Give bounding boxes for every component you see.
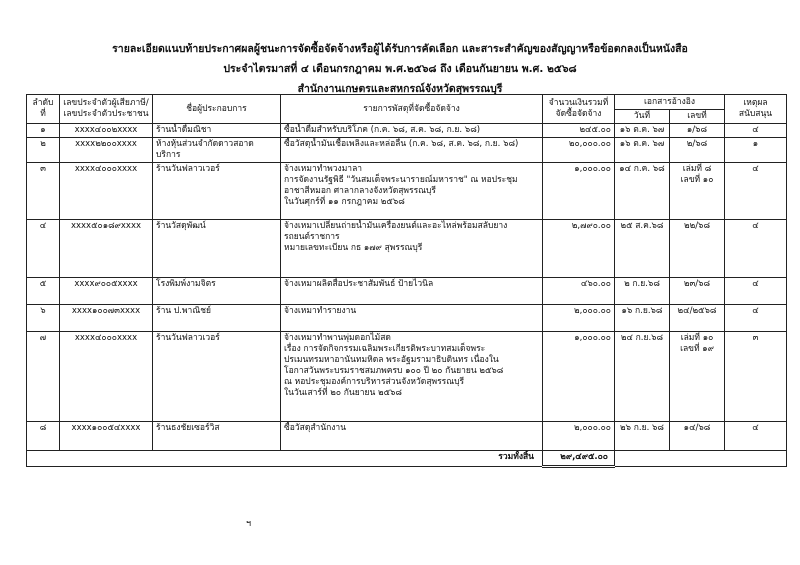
col-header-date: วันที่ <box>615 110 670 124</box>
row-item <box>281 124 543 138</box>
row-amount: ๒,๗๙๐.๐๐ <box>543 220 615 278</box>
col-header-docno: เลขที่ <box>670 110 725 124</box>
row-number: ๕ <box>27 278 60 305</box>
row-item <box>281 332 543 422</box>
row-item-line: โอกาสวันพระบรมราชสมภพครบ ๑๐๐ ปี ๒๐ กันยายน ๒๕๖๘ <box>284 366 504 376</box>
row-number: ๒ <box>27 138 60 163</box>
footer-mark: ฯ <box>246 519 252 529</box>
doc-title-line1: รายละเอียดแนบท้ายประกาศผลผู้ชนะการจัดซื้อจัดจ้างหรือผู้ได้รับการคัดเลือก และสาระสำคัญของสัญญาหรือข้อตกลงเป็นหนังสือ <box>112 43 688 55</box>
row-amount: ๔๖๐.๐๐ <box>543 278 615 305</box>
row-docno <box>670 163 725 220</box>
row-date: ๑๖ ก.ย.๖๘ <box>615 305 670 332</box>
row-docno <box>670 278 725 305</box>
row-docno <box>670 220 725 278</box>
row-vendor: ห้างหุ้นส่วนจำกัดดาวสอาดบริการ <box>153 138 281 163</box>
row-docno-line: เลขที่ ๑๐ <box>680 175 714 185</box>
col-header-ref: เอกสารอ้างอิง <box>615 95 725 110</box>
total-value: ๒๙,๔๙๕.๐๐ <box>543 451 615 467</box>
table-row <box>27 305 787 332</box>
row-docno-line: ๒๓/๖๘ <box>683 279 711 289</box>
table-body <box>27 124 787 451</box>
row-amount: ๒๐,๐๐๐.๐๐ <box>543 138 615 163</box>
table-row <box>27 138 787 163</box>
row-item-line: จ้างเหมาทำรายงาน <box>284 306 357 316</box>
row-docno <box>670 138 725 163</box>
row-number: ๔ <box>27 220 60 278</box>
row-taxid: xxxx๒๒๐๐xxxx <box>60 138 153 163</box>
row-taxid: xxxx๔๐๐๐xxxx <box>60 163 153 220</box>
col-header-reason: เหตุผลสนับสนุน <box>725 95 787 124</box>
row-docno-line: ๒/๖๘ <box>686 139 708 149</box>
row-taxid: xxxx๔๐๐๐xxxx <box>60 332 153 422</box>
row-docno <box>670 422 725 451</box>
doc-title-line2: ประจำไตรมาสที่ ๔ เดือนกรกฎาคม พ.ศ.๒๕๖๘ ถึง เดือนกันยายน พ.ศ. ๒๕๖๘ <box>223 63 577 75</box>
row-vendor: ร้านวันฟลาวเวอร์ <box>153 163 281 220</box>
total-row <box>27 451 787 467</box>
row-reason: ๔ <box>725 124 787 138</box>
table-row <box>27 163 787 220</box>
row-date: ๑๖ ต.ค. ๖๗ <box>615 138 670 163</box>
row-taxid: xxxx๑๐๐๕๔xxxx <box>60 422 153 451</box>
row-docno-line: เล่มที่ ๘ <box>682 164 712 174</box>
row-amount: ๒,๐๐๐.๐๐ <box>543 422 615 451</box>
table-row <box>27 220 787 278</box>
row-item-line: ซื้อน้ำดื่มสำหรับบริโภค (ก.ค. ๖๘, ส.ค. ๖๘, ก.ย. ๖๘) <box>284 125 481 135</box>
row-item-line: ซื้อวัสดุน้ำมันเชื้อเพลิงและหล่อลื่น (ก.ค. ๖๘, ส.ค. ๖๘, ก.ย. ๖๘) <box>284 139 519 149</box>
row-amount: ๒,๐๐๐.๐๐ <box>543 305 615 332</box>
row-vendor: ร้านน้ำดื่มณิชา <box>153 124 281 138</box>
row-reason: ๔ <box>725 278 787 305</box>
row-item-line: ปรเมนทรมหาอานันทมหิดล พระอัฐมรามาธิบดินทร เนื่องใน <box>284 355 499 365</box>
row-item-line: การจัดงานรัฐพิธี "วันสมเด็จพระนารายณ์มหาราช" ณ หอประชุม <box>284 175 518 185</box>
row-number: ๗ <box>27 332 60 422</box>
row-taxid: xxxx๑๐๐๗๓xxxx <box>60 305 153 332</box>
row-date: ๒ ก.ย.๖๘ <box>615 278 670 305</box>
total-label: รวมทั้งสิ้น <box>27 451 543 467</box>
row-vendor: โรงพิมพ์งามจิตร <box>153 278 281 305</box>
row-item <box>281 220 543 278</box>
row-reason: ๔ <box>725 305 787 332</box>
col-header-vendor: ชื่อผู้ประกอบการ <box>153 95 281 124</box>
col-header-no: ลำดับที่ <box>27 95 60 124</box>
row-docno <box>670 332 725 422</box>
row-docno-line: เล่มที่ ๑๐ <box>680 333 714 343</box>
row-item-line: จ้างเหมาผลิตสื่อประชาสัมพันธ์ ป้ายไวนิล <box>284 279 434 289</box>
row-reason: ๓ <box>725 332 787 422</box>
row-reason: ๔ <box>725 422 787 451</box>
row-amount: ๒๔๕.๐๐ <box>543 124 615 138</box>
doc-title-line3: สำนักงานเกษตรและสหกรณ์จังหวัดสุพรรณบุรี <box>297 83 503 95</box>
row-vendor: ร้านธงชัยเซอร์วิส <box>153 422 281 451</box>
row-item-line: ซื้อวัสดุสำนักงาน <box>284 423 347 433</box>
row-date: ๑๖ ต.ค. ๖๗ <box>615 124 670 138</box>
row-item <box>281 422 543 451</box>
row-number: ๖ <box>27 305 60 332</box>
row-taxid: xxxx๕๐๑๘๙xxxx <box>60 220 153 278</box>
row-reason: ๔ <box>725 163 787 220</box>
table-row <box>27 422 787 451</box>
col-header-taxid: เลขประจำตัวผู้เสียภาษี/เลขประจำตัวประชาชน <box>60 95 153 124</box>
row-taxid: xxxx๙๐๐๕xxxx <box>60 278 153 305</box>
row-number: ๓ <box>27 163 60 220</box>
row-docno-line: เลขที่ ๑๙ <box>680 344 714 354</box>
row-docno-line: ๑/๖๘ <box>686 125 708 135</box>
procurement-table <box>26 94 787 468</box>
row-item-line: จ้างเหมาทำพวงมาลา <box>284 164 363 174</box>
row-taxid: xxxx๔๐๐๒xxxx <box>60 124 153 138</box>
row-item-line: ในวันเสาร์ที่ ๒๐ กันยายน ๒๕๖๘ <box>284 388 402 398</box>
row-date: ๒๖ ก.ย. ๖๘ <box>615 422 670 451</box>
row-date: ๒๕ ส.ค.๖๘ <box>615 220 670 278</box>
row-docno-line: ๒๔/๒๕๖๘ <box>677 306 717 316</box>
row-reason: ๔ <box>725 220 787 278</box>
row-amount: ๑,๐๐๐.๐๐ <box>543 163 615 220</box>
row-item-line: ณ หอประชุมองค์การบริหารส่วนจังหวัดสุพรรณบุรี <box>284 377 465 387</box>
row-item-line: จ้างเหมาทำพานพุ่มดอกไม้สด <box>284 333 391 343</box>
row-docno <box>670 124 725 138</box>
col-header-item: รายการพัสดุที่จัดซื้อจัดจ้าง <box>281 95 543 124</box>
row-vendor: ร้านวันฟลาวเวอร์ <box>153 332 281 422</box>
table-row <box>27 278 787 305</box>
col-header-amount: จำนวนเงินรวมที่จัดซื้อจัดจ้าง <box>543 95 615 124</box>
row-vendor: ร้าน ป.พาณิชย์ <box>153 305 281 332</box>
row-item-line: จ้างเหมาเปลี่ยนถ่ายน้ำมันเครื่องยนต์และอะไหล่พร้อมสลับยาง <box>284 221 508 231</box>
row-docno <box>670 305 725 332</box>
row-item-line: ในวันศุกร์ที่ ๑๑ กรกฎาคม ๒๕๖๘ <box>284 197 405 207</box>
table-row <box>27 124 787 138</box>
row-vendor: ร้านวัสดุพัฒน์ <box>153 220 281 278</box>
row-item-line: อาชาสีหมอก ศาลากลางจังหวัดสุพรรณบุรี <box>284 186 436 196</box>
row-item-line: รถยนต์ราชการ <box>284 232 340 242</box>
row-docno-line: ๑๔/๖๘ <box>683 423 711 433</box>
row-item <box>281 138 543 163</box>
row-item <box>281 278 543 305</box>
row-item-line: หมายเลขทะเบียน กธ ๑๗๙ สุพรรณบุรี <box>284 243 423 253</box>
row-item <box>281 305 543 332</box>
row-amount: ๑,๐๐๐.๐๐ <box>543 332 615 422</box>
row-reason: ๑ <box>725 138 787 163</box>
row-number: ๑ <box>27 124 60 138</box>
row-date: ๒๔ ก.ย.๖๘ <box>615 332 670 422</box>
row-item <box>281 163 543 220</box>
row-date: ๑๔ ก.ค. ๖๘ <box>615 163 670 220</box>
row-item-line: เรื่อง การจัดกิจกรรมเฉลิมพระเกียรติพระบาทสมเด็จพระ <box>284 344 486 354</box>
row-docno-line: ๒๒/๖๘ <box>683 221 711 231</box>
table-row <box>27 332 787 422</box>
row-number: ๘ <box>27 422 60 451</box>
